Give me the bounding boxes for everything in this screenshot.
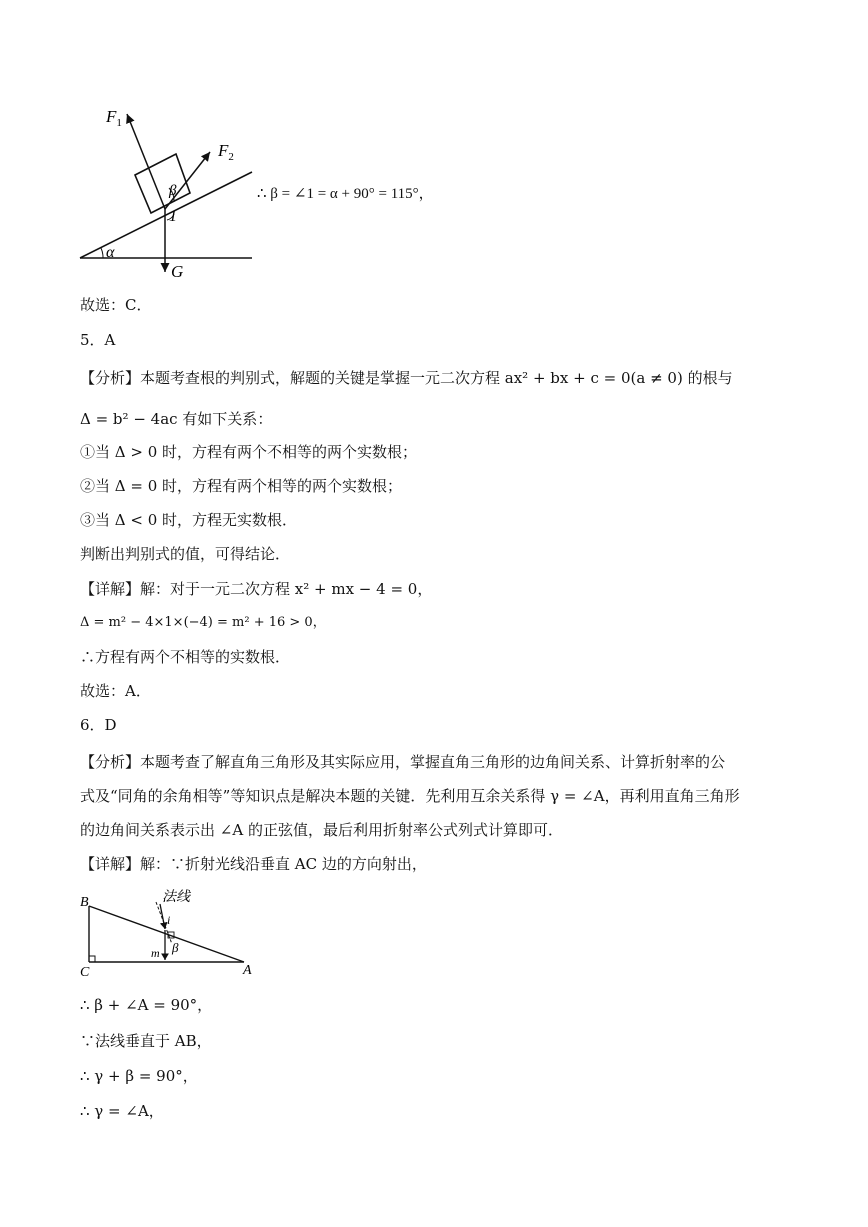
q6-analysis-l3: 的边角间关系表示出 ∠A 的正弦值，最后利用折射率公式列式计算即可． <box>80 821 563 839</box>
q5-delta-def: Δ = b² − 4ac 有如下关系： <box>80 410 273 428</box>
f1-label: $F_1$ <box>106 107 122 129</box>
right-angle-c <box>89 956 95 962</box>
q6-heading: 6．D <box>80 716 117 734</box>
label-a: A <box>243 963 252 978</box>
beta-label: β <box>169 183 177 199</box>
label-m: m <box>151 946 160 960</box>
alpha-arc <box>101 248 103 258</box>
q5-delta-calc: Δ = m² − 4×1×(−4) = m² + 16 > 0， <box>80 615 326 630</box>
triangle-refraction-svg <box>72 884 262 979</box>
q5-conclusion-hint: 判断出判别式的值，可得结论． <box>80 545 291 563</box>
g-label: G <box>171 262 184 281</box>
label-b: B <box>80 895 89 910</box>
q5-therefore: ∴方程有两个不相等的实数根． <box>80 648 291 666</box>
q5-case2: ②当 Δ = 0 时，方程有两个相等的两个实数根； <box>80 477 403 495</box>
incline-force-svg <box>70 100 260 285</box>
q5-heading: 5．A <box>80 331 116 349</box>
q6-analysis-l2: 式及“同角的余角相等”等知识点是解决本题的关键．先利用互余关系得 γ = ∠A，再利用直角三角形 <box>80 787 740 805</box>
label-normal: 法线 <box>162 890 190 905</box>
q6-step4: ∴ γ = ∠A， <box>80 1102 164 1120</box>
angle1-label: 1 <box>169 208 177 225</box>
alpha-label: α <box>106 244 115 261</box>
q6-analysis-l1: 【分析】本题考查了解直角三角形及其实际应用，掌握直角三角形的边角间关系、计算折射率的公 <box>80 753 726 771</box>
f2-arrow <box>165 152 210 209</box>
q6-step1: ∴ β + ∠A = 90°， <box>80 996 213 1014</box>
f1-arrow <box>127 114 165 209</box>
triangle-refraction-diagram <box>72 884 262 979</box>
label-c: C <box>80 965 90 979</box>
q5-detail: 【详解】解：对于一元二次方程 x² + mx − 4 = 0， <box>80 580 433 598</box>
q5-case3: ③当 Δ < 0 时，方程无实数根． <box>80 511 298 529</box>
q5-case1: ①当 Δ > 0 时，方程有两个不相等的两个实数根； <box>80 443 418 461</box>
beta-equation: ∴ β = ∠1 = α + 90° = 115°， <box>257 186 434 202</box>
q4-answer: 故选：C． <box>80 296 152 314</box>
q6-step3: ∴ γ + β = 90°， <box>80 1067 198 1085</box>
f2-label: $F_2$ <box>218 141 234 163</box>
q5-answer: 故选：A． <box>80 682 151 700</box>
label-i: i <box>167 913 171 927</box>
q6-step2: ∵法线垂直于 AB， <box>80 1032 212 1050</box>
incline-force-diagram <box>70 100 260 285</box>
incident-ray <box>160 904 165 929</box>
q5-analysis: 【分析】本题考查根的判别式，解题的关键是掌握一元二次方程 ax² + bx + c = 0(a ≠ 0) 的根与 <box>80 369 733 387</box>
label-beta: β <box>172 940 179 955</box>
q6-detail: 【详解】解：∵折射光线沿垂直 AC 边的方向射出， <box>80 855 427 873</box>
